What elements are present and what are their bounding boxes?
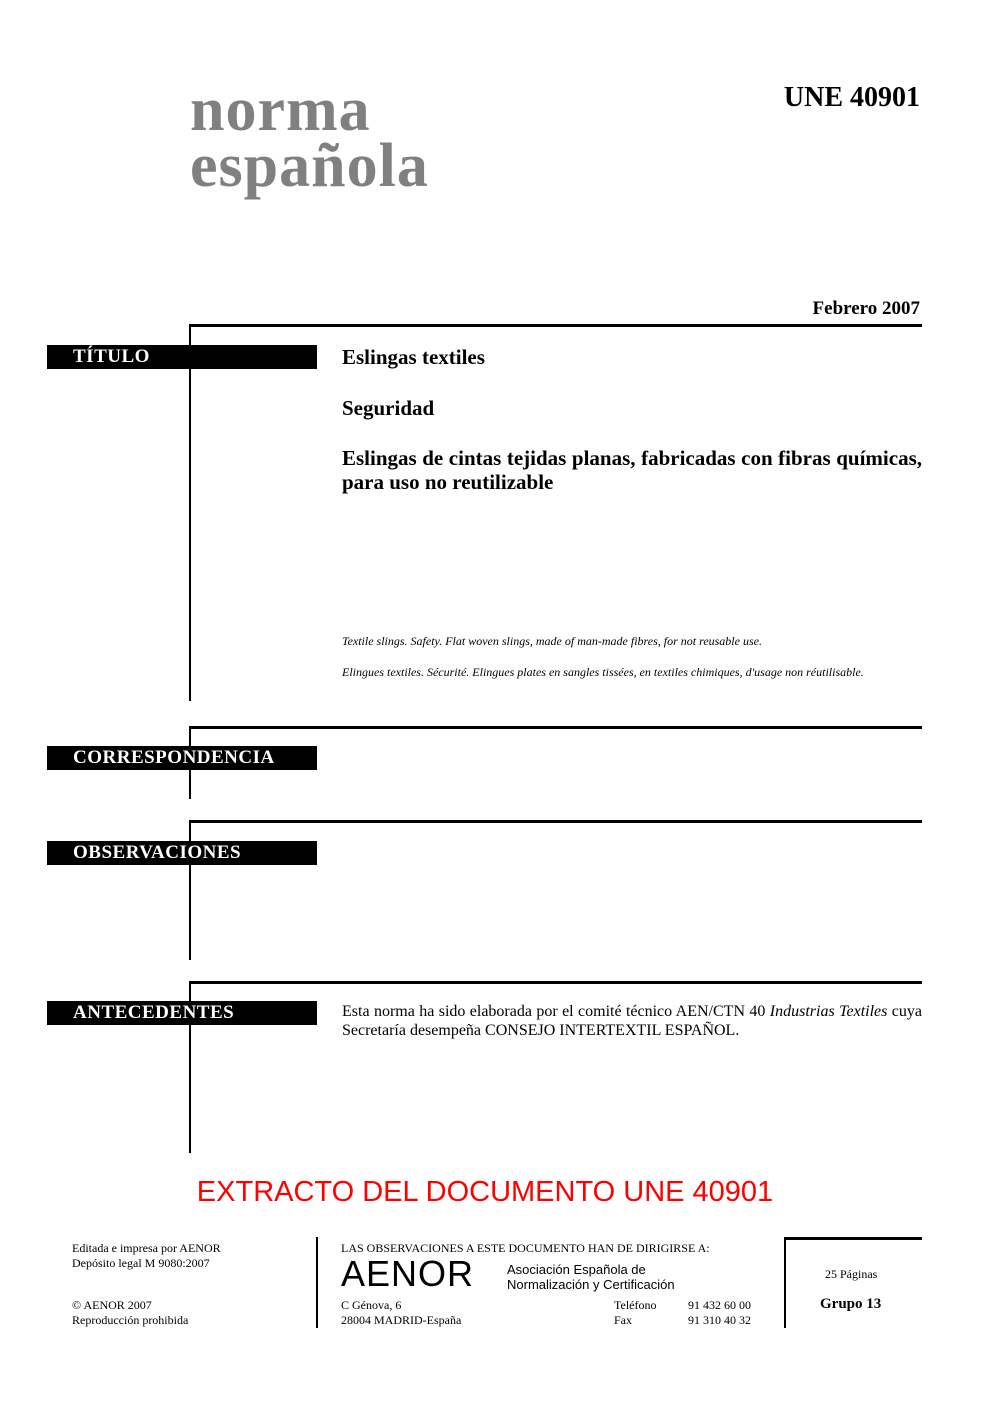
antecedentes-top-rule xyxy=(189,981,922,984)
footer-deposit: Depósito legal M 9080:2007 xyxy=(72,1256,210,1270)
footer-fax-label: Fax xyxy=(614,1313,632,1327)
title-english: Textile slings. Safety. Flat woven slings, made of man-made fibres, for not reusable use. xyxy=(342,634,762,648)
footer-phone: 91 432 60 00 xyxy=(688,1298,751,1312)
footer-box-side-rule xyxy=(784,1237,786,1328)
footer-fax: 91 310 40 32 xyxy=(688,1313,751,1327)
extract-watermark: EXTRACTO DEL DOCUMENTO UNE 40901 xyxy=(196,1176,774,1208)
observaciones-top-rule xyxy=(189,820,922,823)
footer-edited: Editada e impresa por AENOR xyxy=(72,1241,221,1255)
antecedentes-text xyxy=(342,1002,922,1040)
aenor-logo: AENOR xyxy=(341,1253,475,1294)
committee-name: Industrias Textiles xyxy=(769,1003,888,1020)
antecedentes-text-end: cuya Secretaría desempeña CONSEJO INTERTEXTIL ESPAÑOL. xyxy=(342,1003,922,1039)
footer-reproduction: Reproducción prohibida xyxy=(72,1313,189,1327)
title-full: Eslingas de cintas tejidas planas, fabricadas con fibras químicas, para uso no reutilizable xyxy=(342,446,922,494)
footer-divider-left xyxy=(316,1237,318,1328)
org-name-line-2: Normalización y Certificación xyxy=(507,1277,675,1292)
titulo-top-rule xyxy=(189,324,922,327)
footer-phone-label: Teléfono xyxy=(614,1298,657,1312)
title-main: Eslingas textiles xyxy=(342,345,485,369)
page-count: 25 Páginas xyxy=(825,1267,878,1281)
price-group: Grupo 13 xyxy=(820,1296,882,1312)
title-french: Elingues textiles. Sécurité. Elingues plates en sangles tissées, en textiles chimiques, d'usage non réutilisable. xyxy=(342,665,864,679)
titulo-label: TÍTULO xyxy=(47,345,317,369)
org-name-line-1: Asociación Española de xyxy=(507,1262,646,1277)
aenor-organization-name xyxy=(507,1262,675,1292)
title-sub: Seguridad xyxy=(342,396,435,420)
footer-copyright: © AENOR 2007 xyxy=(72,1298,152,1312)
correspondencia-label: CORRESPONDENCIA xyxy=(47,746,317,770)
footer-address-1: C Génova, 6 xyxy=(341,1298,402,1312)
publication-date: Febrero 2007 xyxy=(812,298,920,319)
titulo-side-rule xyxy=(189,324,191,701)
footer-box-top-rule xyxy=(784,1237,922,1240)
antecedentes-label: ANTECEDENTES xyxy=(47,1001,317,1025)
norma-espanola-heading xyxy=(190,76,429,200)
brand-line-2: española xyxy=(190,132,429,200)
footer-observations-heading: LAS OBSERVACIONES A ESTE DOCUMENTO HAN DE DIRIGIRSE A: xyxy=(341,1241,710,1255)
correspondencia-top-rule xyxy=(189,726,922,729)
antecedentes-text-start: Esta norma ha sido elaborada por el comité técnico AEN/CTN 40 xyxy=(342,1003,770,1020)
observaciones-label: OBSERVACIONES xyxy=(47,841,317,865)
standard-code: UNE 40901 xyxy=(783,82,920,113)
footer-address-2: 28004 MADRID-España xyxy=(341,1313,462,1327)
brand-line-1: norma xyxy=(190,76,371,144)
